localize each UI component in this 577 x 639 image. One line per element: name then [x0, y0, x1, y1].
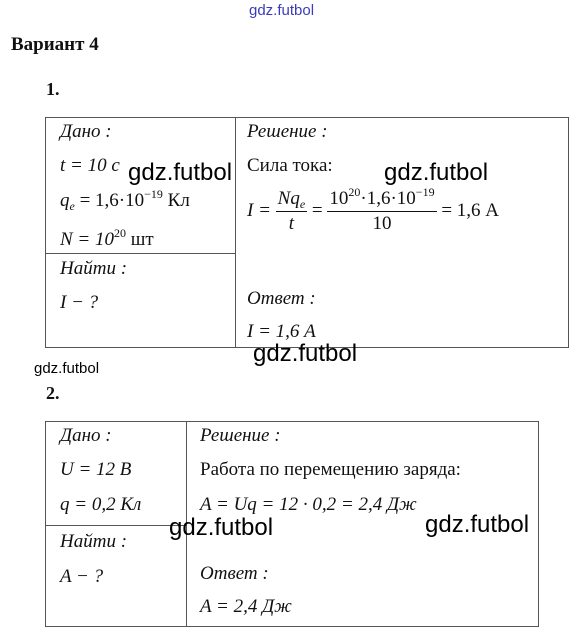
- watermark: gdz.futbol: [34, 360, 100, 377]
- problem-1-given-divider: [45, 253, 235, 254]
- given-voltage: U = 12 В: [60, 459, 132, 480]
- find-value: I − ?: [60, 292, 99, 313]
- solution-text: Работа по перемещению заряда:: [200, 459, 461, 480]
- watermark: gdz.futbol: [384, 159, 489, 186]
- find-header: Найти :: [60, 258, 128, 279]
- given-time: t = 10 с: [60, 155, 120, 176]
- answer-value: I = 1,6 А: [247, 321, 316, 342]
- solution-text: Сила тока:: [247, 155, 333, 176]
- watermark: gdz.futbol: [128, 159, 233, 186]
- answer-header: Ответ :: [200, 563, 269, 584]
- find-value: A − ?: [60, 566, 104, 587]
- solution-formula: A = Uq = 12 · 0,2 = 2,4 Дж: [200, 494, 417, 515]
- answer-header: Ответ :: [247, 288, 316, 309]
- given-charge: q = 0,2 Кл: [60, 494, 142, 515]
- given-count: $N = 10^{20}$ шт: [60, 226, 154, 250]
- page-title: Вариант 4: [11, 34, 99, 55]
- watermark-top: gdz.futbol: [249, 2, 315, 19]
- problem-2-number: 2.: [46, 383, 60, 403]
- solution-header: Решение :: [200, 425, 281, 446]
- problem-1-divider: [235, 117, 236, 348]
- find-header: Найти :: [60, 531, 128, 552]
- given-charge: $q_e = 1,6\cdot 10^{-19}$ Кл: [60, 187, 190, 213]
- given-header: Дано :: [60, 425, 112, 446]
- watermark: gdz.futbol: [425, 511, 530, 538]
- formula: I = $\frac{Nq_e}{t}$ = $\frac{10^{20}\cdot 1,6\cdot 10^{-19}}{10}$ = 1,6 А: [247, 185, 500, 234]
- given-header: Дано :: [60, 121, 112, 142]
- problem-2-given-divider: [45, 525, 186, 526]
- watermark: gdz.futbol: [169, 514, 274, 541]
- watermark: gdz.futbol: [253, 340, 358, 367]
- answer-value: A = 2,4 Дж: [200, 596, 292, 617]
- problem-1-number: 1.: [46, 79, 60, 99]
- solution-header: Решение :: [247, 121, 328, 142]
